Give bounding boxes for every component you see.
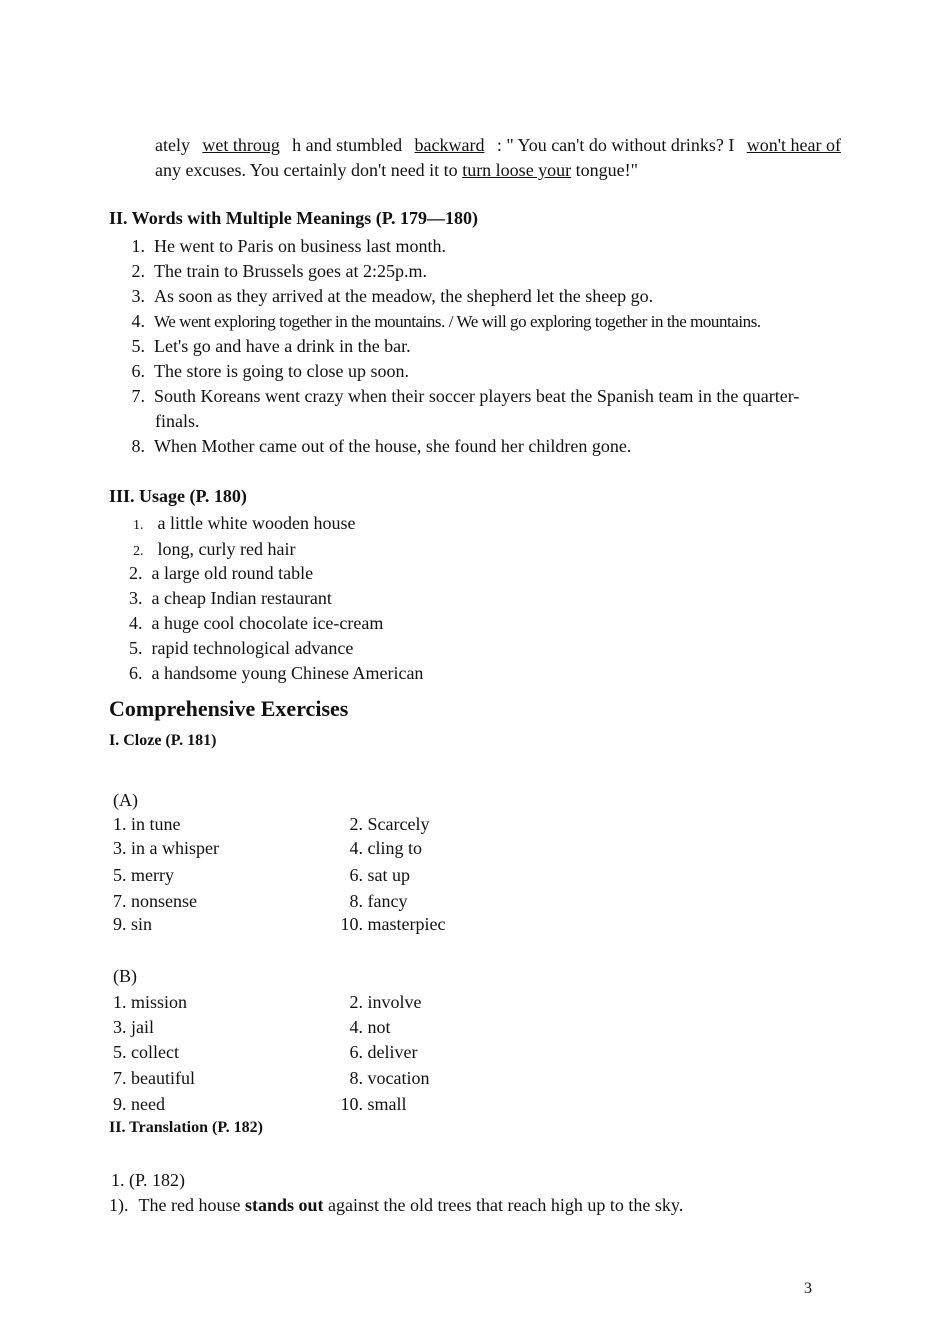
cloze-a-answer xyxy=(336,812,429,837)
list-item xyxy=(129,661,423,686)
item-number: 8. xyxy=(131,436,145,456)
item-number: 5. xyxy=(129,638,143,658)
translation-item-label: 1. (P. 182) xyxy=(111,1170,186,1190)
item-text: a little white wooden house xyxy=(157,513,356,533)
cloze-a-answer xyxy=(336,912,445,937)
translation-sentence xyxy=(109,1193,683,1218)
answer-number: 10. xyxy=(340,914,363,934)
cloze-a-answer: 9. sin xyxy=(113,914,153,934)
item-text: a huge cool chocolate ice-cream xyxy=(151,613,384,633)
cloze-a-answer: 1. in tune xyxy=(113,814,181,834)
item-text: As soon as they arrived at the meadow, the shepherd let the sheep go. xyxy=(154,286,654,306)
answer-number: 2. xyxy=(349,814,363,834)
cloze-b-answer xyxy=(336,1015,391,1040)
item-text: We went exploring together in the mountains. / We will go exploring together in the mountains. xyxy=(154,312,761,331)
answer-text: sat up xyxy=(367,865,410,885)
cloze-a-answer: 3. in a whisper xyxy=(113,838,219,858)
answer-text: cling to xyxy=(367,838,422,858)
cloze-a-answer: 7. nonsense xyxy=(113,891,197,911)
item-number: 5. xyxy=(131,336,145,356)
sentence-seg: The red house xyxy=(138,1195,245,1215)
cloze-heading: I. Cloze (P. 181) xyxy=(109,732,217,749)
list-item xyxy=(128,384,799,409)
answer-number: 8. xyxy=(349,891,363,911)
item-number: 6. xyxy=(129,663,143,683)
cloze-a-answer xyxy=(336,863,410,888)
underlined-phrase: won't hear of xyxy=(746,135,841,155)
answer-text: fancy xyxy=(367,891,408,911)
item-number: 1. xyxy=(131,236,145,256)
item-number: 2. xyxy=(133,544,144,559)
underlined-phrase: wet throug xyxy=(202,135,280,155)
cloze-b-answer: 1. mission xyxy=(113,992,188,1012)
item-text: a cheap Indian restaurant xyxy=(151,588,332,608)
answer-number: 10. xyxy=(340,1094,363,1114)
page-number: 3 xyxy=(804,1280,812,1297)
list-item xyxy=(128,259,427,284)
cloze-b-answer: 3. jail xyxy=(113,1017,154,1037)
item-text: long, curly red hair xyxy=(157,539,296,559)
cloze-b-answer: 9. need xyxy=(113,1094,165,1114)
item-text: When Mother came out of the house, she found her children gone. xyxy=(154,436,632,456)
answer-number: 2. xyxy=(349,992,363,1012)
cloze-b-answer xyxy=(336,1066,429,1091)
item-number: 3. xyxy=(131,286,145,306)
list-item xyxy=(128,334,411,359)
list-item xyxy=(128,434,631,459)
cloze-b-answer xyxy=(336,1092,407,1117)
list-item xyxy=(128,284,653,309)
answer-number: 4. xyxy=(349,1017,363,1037)
sentence-number: 1). xyxy=(109,1195,129,1215)
item-number: 2. xyxy=(131,261,145,281)
underlined-phrase: backward xyxy=(414,135,485,155)
item-number: 1. xyxy=(133,518,144,533)
section-heading-multiple-meanings: II. Words with Multiple Meanings (P. 179—180) xyxy=(109,208,479,228)
answer-number: 6. xyxy=(349,1042,363,1062)
para-seg: : " You can't do without drinks? I xyxy=(496,135,735,155)
sentence-seg: against the old trees that reach high up to the sky. xyxy=(323,1195,684,1215)
list-item xyxy=(128,234,446,259)
para-seg: h and stumbled xyxy=(292,135,403,155)
list-item xyxy=(129,561,313,586)
underlined-phrase: turn loose your xyxy=(462,160,572,180)
cloze-b-answer: 7. beautiful xyxy=(113,1068,195,1088)
item-text: rapid technological advance xyxy=(151,638,354,658)
list-item xyxy=(129,611,383,636)
translation-heading: II. Translation (P. 182) xyxy=(109,1119,263,1136)
item-text: a handsome young Chinese American xyxy=(151,663,424,683)
answer-text: masterpiec xyxy=(367,914,446,934)
cloze-b-answer: 5. collect xyxy=(113,1042,179,1062)
list-item-continuation: finals. xyxy=(155,411,200,431)
answer-text: not xyxy=(367,1017,391,1037)
answer-text: Scarcely xyxy=(367,814,430,834)
cloze-b-answer xyxy=(336,1040,417,1065)
cloze-a-label: (A) xyxy=(113,790,138,810)
item-text: The train to Brussels goes at 2:25p.m. xyxy=(154,261,427,281)
section-heading-usage: III. Usage (P. 180) xyxy=(109,486,247,506)
list-item xyxy=(129,636,353,661)
answer-text: small xyxy=(367,1094,407,1114)
list-item xyxy=(133,511,355,538)
item-number: 7. xyxy=(131,386,145,406)
list-item xyxy=(128,309,761,334)
list-item xyxy=(128,359,409,384)
para-seg: ately xyxy=(155,135,190,155)
cloze-a-answer xyxy=(336,889,407,914)
answer-number: 6. xyxy=(349,865,363,885)
item-number: 3. xyxy=(129,588,143,608)
item-number: 6. xyxy=(131,361,145,381)
answer-text: deliver xyxy=(367,1042,418,1062)
item-text: He went to Paris on business last month. xyxy=(154,236,446,256)
answer-text: vocation xyxy=(367,1068,430,1088)
para-seg: tongue!" xyxy=(571,160,639,180)
item-text: Let's go and have a drink in the bar. xyxy=(154,336,411,356)
item-text: The store is going to close up soon. xyxy=(154,361,409,381)
para-seg: any excuses. You certainly don't need it to xyxy=(155,160,463,180)
item-number: 4. xyxy=(129,613,143,633)
item-text: South Koreans went crazy when their soccer players beat the Spanish team in the quarter- xyxy=(154,386,800,406)
answer-number: 8. xyxy=(349,1068,363,1088)
item-text: a large old round table xyxy=(151,563,314,583)
list-item xyxy=(133,537,295,564)
list-item xyxy=(129,586,332,611)
comprehensive-exercises-title: Comprehensive Exercises xyxy=(109,696,349,721)
item-number: 4. xyxy=(131,311,145,331)
bold-phrase: stands out xyxy=(244,1195,324,1215)
answer-text: involve xyxy=(367,992,422,1012)
cloze-a-answer: 5. merry xyxy=(113,865,174,885)
cloze-b-label: (B) xyxy=(113,966,137,986)
continuation-paragraph xyxy=(155,133,841,183)
cloze-b-answer xyxy=(336,990,422,1015)
cloze-a-answer xyxy=(336,836,422,861)
answer-number: 4. xyxy=(349,838,363,858)
item-number: 2. xyxy=(129,563,143,583)
